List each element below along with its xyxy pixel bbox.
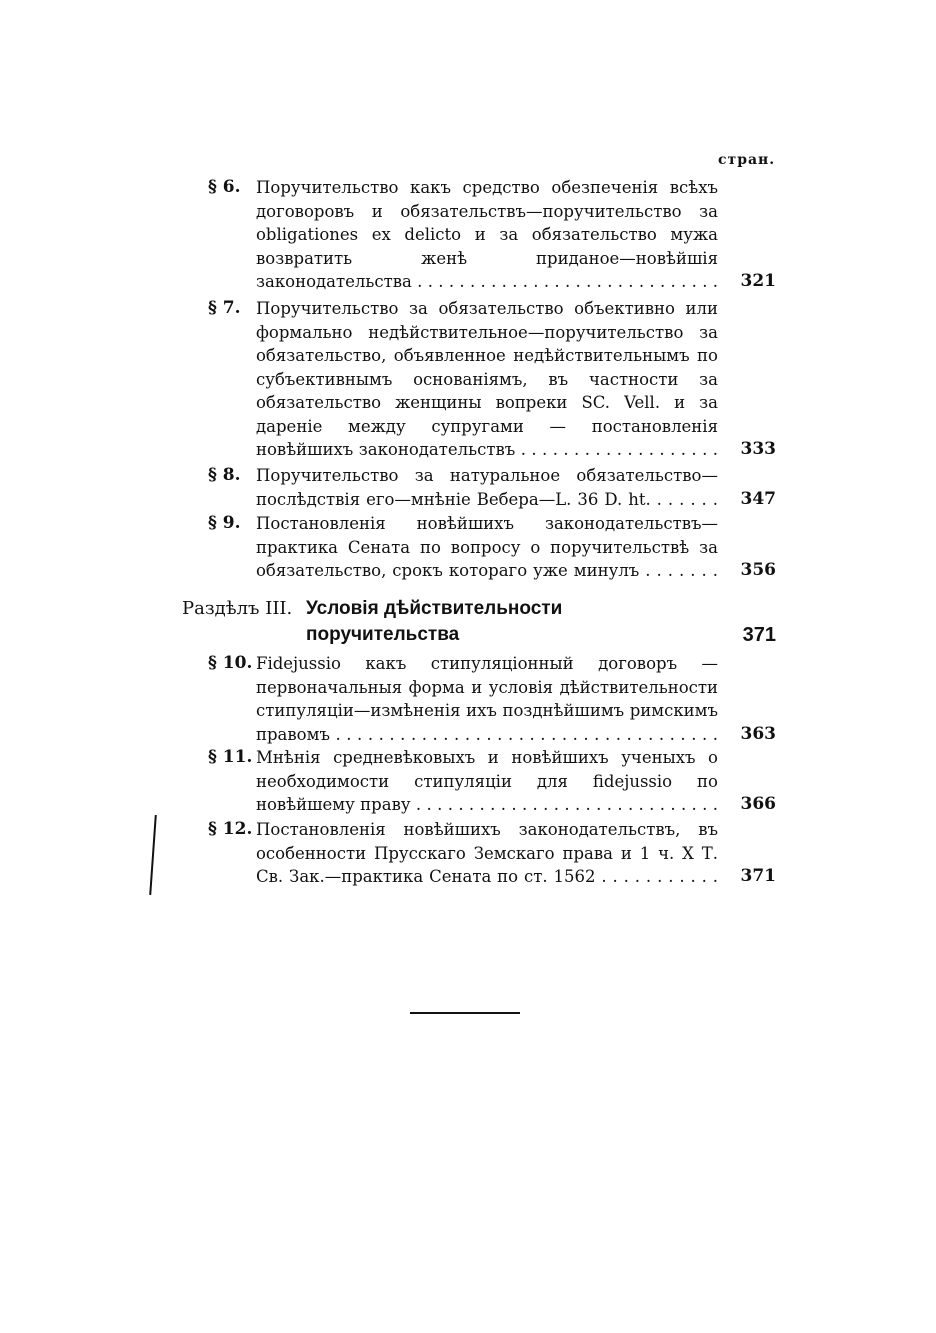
entry-text: Поручительство какъ средство обезпеченія всѣхъ договоровъ и обязательствъ—поручительство за obligationes ex delicto и за обязательство мужа возвратить женѣ приданое—новѣйшія законодательства . . . bbox=[256, 176, 718, 293]
entry-text: Fidejussio какъ стипуляціонный договоръ — первоначальныя форма и условія дѣйствительности стипуляціи—измѣненія ихъ позднѣйшимъ римскимъ правомъ . . . bbox=[256, 652, 718, 746]
entry-text: Постановленія новѣйшихъ законодательствъ—практика Сената по вопросу о поручительствѣ за обязательство, срокъ котораго уже минулъ . . . bbox=[256, 512, 718, 582]
page-number: 371 bbox=[742, 624, 776, 646]
page-column-label: стран. bbox=[718, 152, 776, 168]
margin-pen-mark bbox=[149, 815, 157, 895]
page-number: 371 bbox=[740, 866, 776, 886]
section-number: § 6. bbox=[208, 177, 241, 197]
section-label: Раздѣлъ III. bbox=[182, 598, 293, 619]
entry-text: Поручительство за натуральное обязательство—послѣдствія его—мнѣніе Вебера—L. 36 D. ht. . . . bbox=[256, 464, 718, 511]
end-rule bbox=[410, 1012, 520, 1014]
section-number: § 12. bbox=[208, 819, 253, 839]
entry-text: Мнѣнія средневѣковыхъ и новѣйшихъ ученыхъ о необходимости стипуляціи для fidejussio по новѣйшему праву . . . bbox=[256, 746, 718, 816]
page-number: 356 bbox=[740, 560, 776, 580]
section-number: § 9. bbox=[208, 513, 241, 533]
entry-text: Постановленія новѣйшихъ законодательствъ, въ особенности Прусскаго Земскаго права и 1 ч. X Т. Св. Зак.—практика Сената по ст. 1562 . . . bbox=[256, 818, 718, 888]
page-number: 321 bbox=[740, 271, 776, 291]
entry-text: Поручительство за обязательство объективно или формально недѣйствительное—поручительство за обязательство, объявленное недѣйствительнымъ по субъективнымъ основаніямъ, въ частности за обязательство женщины вопреки SC. Vell. и за дареніе между супругами — постановленія новѣйшихъ законодательствъ . . . bbox=[256, 297, 718, 461]
page-number: 363 bbox=[740, 723, 776, 744]
section-number: § 11. bbox=[208, 747, 253, 767]
section-number: § 10. bbox=[208, 653, 253, 673]
page-number: 366 bbox=[740, 794, 776, 814]
section-number: § 8. bbox=[208, 465, 241, 485]
section-number: § 7. bbox=[208, 298, 241, 318]
section-title-line: Условія дѣйствительности поручительства bbox=[306, 598, 563, 645]
page-number: 333 bbox=[740, 439, 776, 459]
section-title bbox=[306, 596, 718, 648]
page-number: 347 bbox=[740, 488, 776, 509]
